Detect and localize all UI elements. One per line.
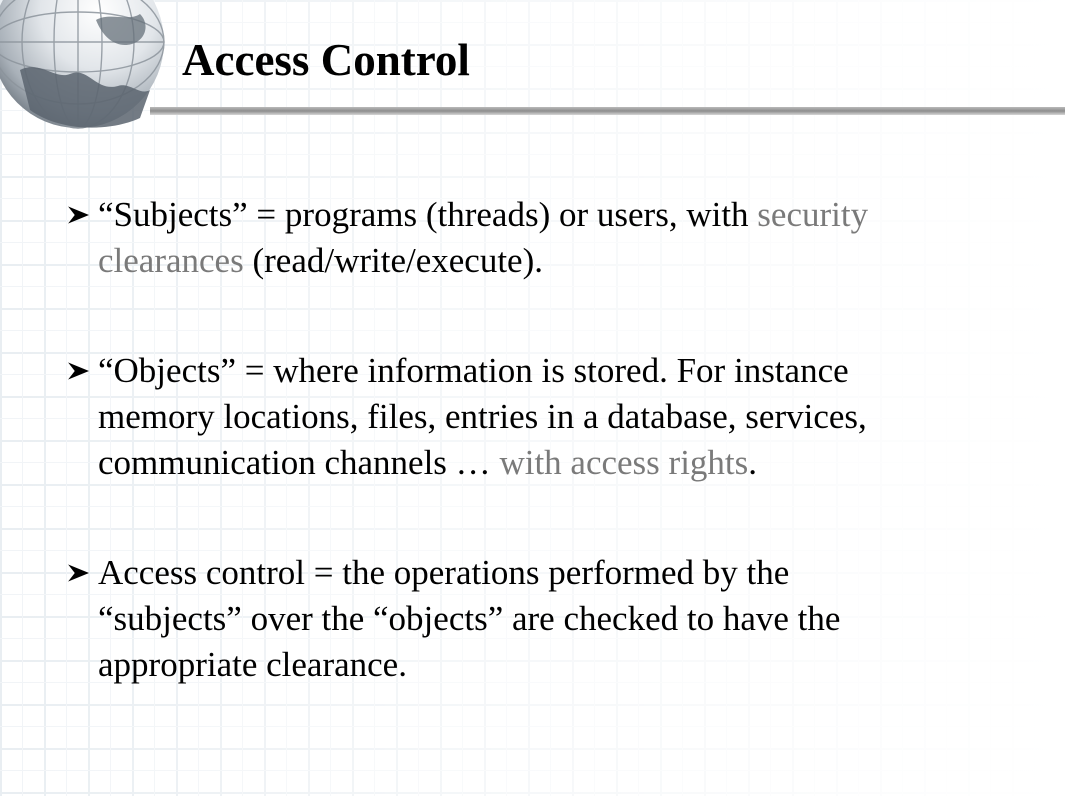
bullet-objects — [65, 348, 915, 486]
bullet-objects-text-end: . — [748, 443, 758, 482]
globe-icon — [0, 0, 175, 150]
bullet-subjects — [65, 192, 915, 284]
bullet-access-control — [65, 550, 915, 688]
bullet-objects-highlight: with access rights — [499, 443, 749, 482]
bullet-access-control-text: Access control = the operations performed by the “subjects” over the “objects” are checked to have the appropriate clearance. — [98, 553, 841, 684]
bullet-objects-text: “Objects” = where information is stored. For instance memory locations, files, entries in a database, services, communication channels … — [98, 351, 867, 482]
arrow-bullet-icon — [65, 562, 91, 584]
arrow-bullet-icon — [65, 204, 91, 226]
title-divider — [150, 104, 1065, 118]
slide-title: Access Control — [182, 35, 470, 85]
bullet-subjects-text: “Subjects” = programs (threads) or users, with — [98, 195, 758, 234]
bullet-list — [65, 192, 915, 688]
bullet-subjects-text-end: (read/write/execute). — [243, 241, 543, 280]
bullet-subjects-highlight: security clearances — [98, 195, 869, 280]
arrow-bullet-icon — [65, 360, 91, 382]
